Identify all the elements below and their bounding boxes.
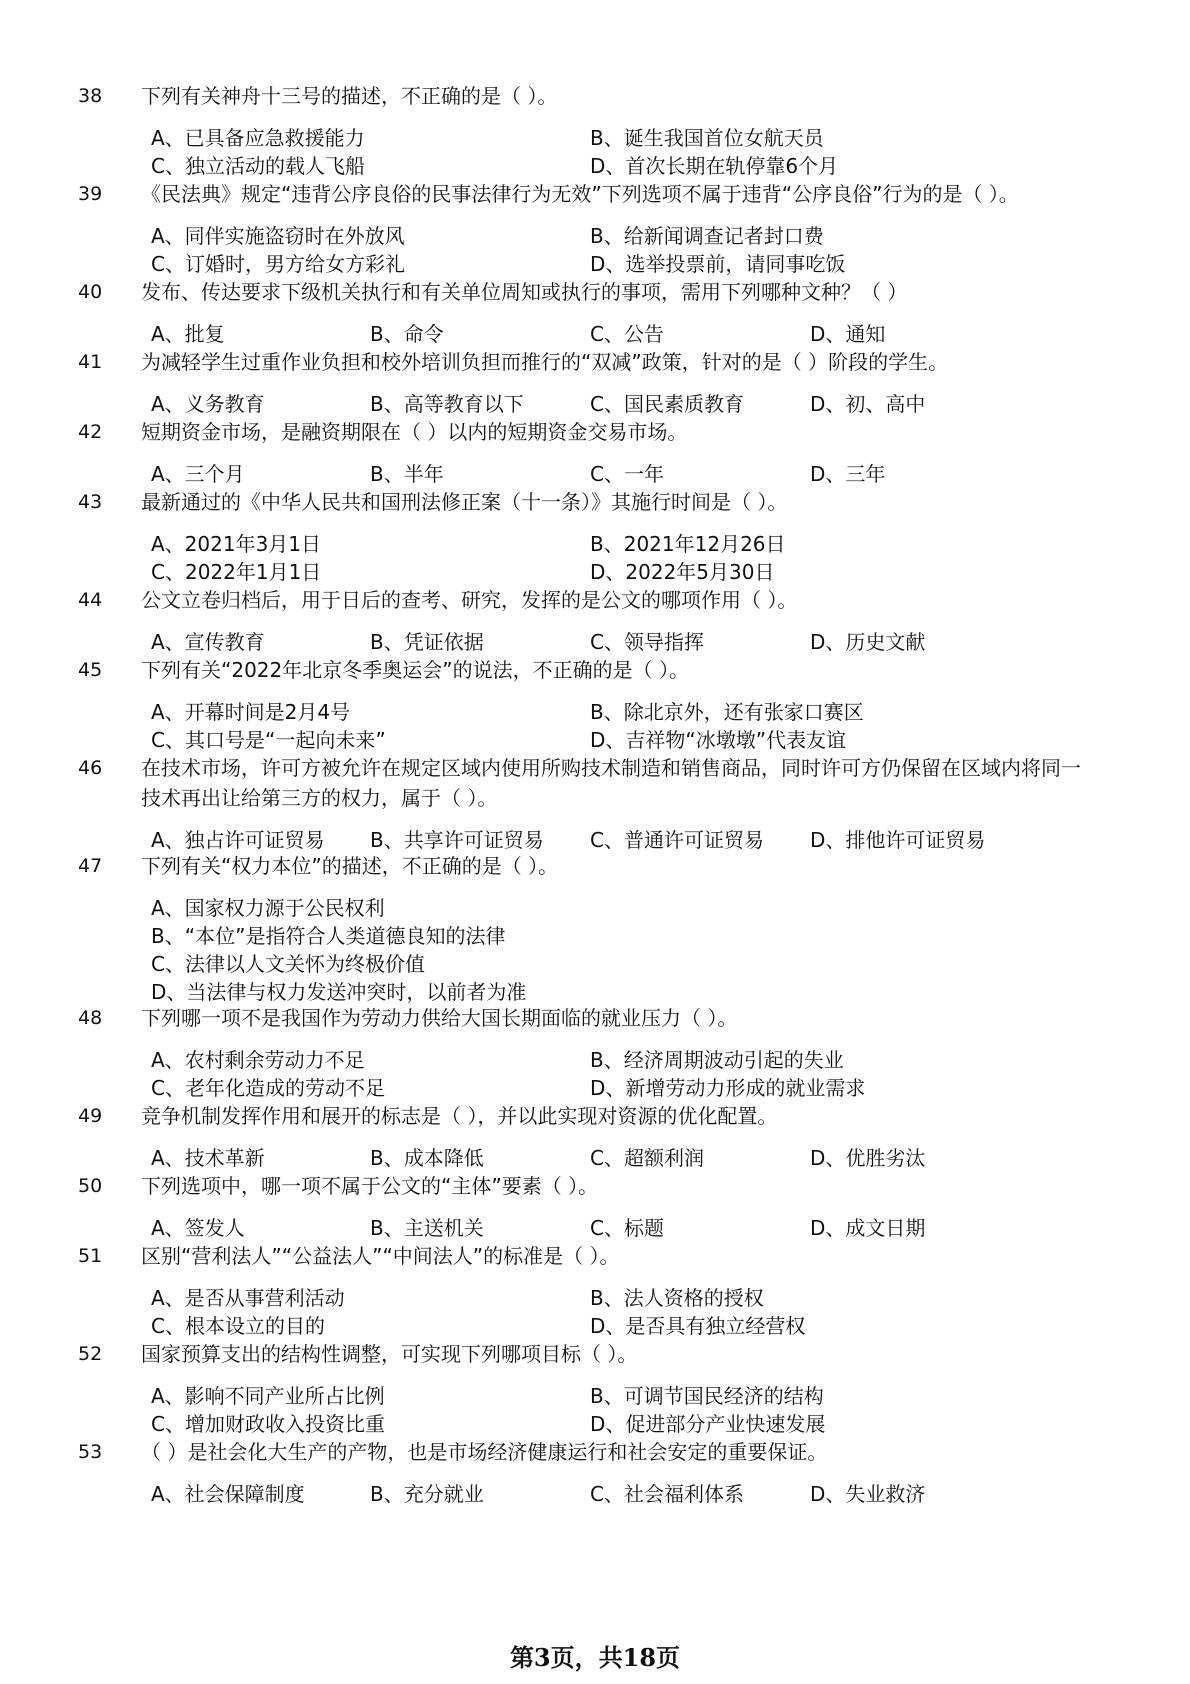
option-c: C、超额利润 <box>590 1146 704 1170</box>
option-b: B、“本位”是指符合人类道德良知的法律 <box>151 924 506 948</box>
option-a: A、宣传教育 <box>151 630 265 654</box>
option-a: A、已具备应急救援能力 <box>151 126 365 150</box>
page-footer <box>0 1638 1190 1673</box>
question-number: 47 <box>78 855 103 877</box>
option-c: C、公告 <box>590 322 664 346</box>
option-c: C、增加财政收入投资比重 <box>151 1412 385 1436</box>
option-d: D、初、高中 <box>810 392 926 416</box>
option-d: D、优胜劣汰 <box>810 1146 926 1170</box>
option-b: B、充分就业 <box>370 1482 484 1506</box>
option-a: A、2021年3月1日 <box>151 532 322 556</box>
option-c: C、老年化造成的劳动不足 <box>151 1076 385 1100</box>
option-a: A、社会保障制度 <box>151 1482 305 1506</box>
option-c: C、独立活动的载人飞船 <box>151 154 365 178</box>
question-stem: 最新通过的《中华人民共和国刑法修正案（十一条）》其施行时间是（ ）。 <box>141 490 788 514</box>
question-stem: 竞争机制发挥作用和展开的标志是（ ），并以此实现对资源的优化配置。 <box>141 1104 778 1128</box>
option-c: C、一年 <box>590 462 664 486</box>
question-number: 50 <box>78 1175 103 1197</box>
option-b: B、半年 <box>370 462 444 486</box>
option-b: B、成本降低 <box>370 1146 484 1170</box>
option-b: B、高等教育以下 <box>370 392 524 416</box>
question-number: 41 <box>78 351 103 373</box>
option-b: B、诞生我国首位女航天员 <box>590 126 824 150</box>
question-stem: 下列选项中，哪一项不属于公文的“主体”要素（ ）。 <box>141 1174 599 1198</box>
option-b: B、凭证依据 <box>370 630 484 654</box>
option-c: C、领导指挥 <box>590 630 704 654</box>
question-number: 45 <box>78 659 103 681</box>
option-b: B、法人资格的授权 <box>590 1286 764 1310</box>
option-b: B、给新闻调查记者封口费 <box>590 224 824 248</box>
question-number: 39 <box>78 183 103 205</box>
option-a: A、批复 <box>151 322 225 346</box>
option-c: C、标题 <box>590 1216 664 1240</box>
question-stem: 下列有关神舟十三号的描述，不正确的是（ ）。 <box>141 84 558 108</box>
option-b: B、可调节国民经济的结构 <box>590 1384 824 1408</box>
question-number: 43 <box>78 491 103 513</box>
option-d: D、通知 <box>810 322 886 346</box>
option-d: D、历史文献 <box>810 630 926 654</box>
question-number: 48 <box>78 1007 103 1029</box>
option-c: C、法律以人文关怀为终极价值 <box>151 952 425 976</box>
option-d: D、是否具有独立经营权 <box>590 1314 806 1338</box>
option-b: B、经济周期波动引起的失业 <box>590 1048 844 1072</box>
question-stem: 在技术市场，许可方被允许在规定区域内使用所购技术制造和销售商品，同时许可方仍保留在区域内将同一技术再出让给第三方的权力，属于（ ）。 <box>141 756 1081 810</box>
option-d: D、当法律与权力发送冲突时，以前者为准 <box>151 980 527 1004</box>
option-c: C、根本设立的目的 <box>151 1314 325 1338</box>
question-stem: 国家预算支出的结构性调整，可实现下列哪项目标（ ）。 <box>141 1342 638 1366</box>
option-a: A、义务教育 <box>151 392 265 416</box>
question-stem: 《民法典》规定“违背公序良俗的民事法律行为无效”下列选项不属于违背“公序良俗”行为的是（ ）。 <box>141 182 1019 206</box>
question-stem: 公文立卷归档后，用于日后的查考、研究，发挥的是公文的哪项作用（ ）。 <box>141 588 798 612</box>
option-a: A、技术革新 <box>151 1146 265 1170</box>
question-number: 42 <box>78 421 103 443</box>
option-a: A、农村剩余劳动力不足 <box>151 1048 365 1072</box>
option-a: A、影响不同产业所占比例 <box>151 1384 385 1408</box>
option-d: D、新增劳动力形成的就业需求 <box>590 1076 866 1100</box>
question-number: 44 <box>78 589 103 611</box>
option-d: D、吉祥物“冰墩墩”代表友谊 <box>590 728 847 752</box>
option-d: D、排他许可证贸易 <box>810 828 986 852</box>
question-number: 51 <box>78 1245 103 1267</box>
question-stem: 为减轻学生过重作业负担和校外培训负担而推行的“双减”政策，针对的是（ ）阶段的学生。 <box>141 350 949 374</box>
question-stem: 短期资金市场，是融资期限在（ ）以内的短期资金交易市场。 <box>141 420 688 444</box>
option-d: D、2022年5月30日 <box>590 560 775 584</box>
question-stem: 发布、传达要求下级机关执行和有关单位周知或执行的事项，需用下列哪种文种？（ ） <box>141 280 908 304</box>
option-a: A、独占许可证贸易 <box>151 828 325 852</box>
question-stem: （ ）是社会化大生产的产物，也是市场经济健康运行和社会安定的重要保证。 <box>141 1440 828 1464</box>
option-a: A、三个月 <box>151 462 245 486</box>
option-d: D、三年 <box>810 462 886 486</box>
option-b: B、除北京外，还有张家口赛区 <box>590 700 864 724</box>
option-c: C、2022年1月1日 <box>151 560 322 584</box>
option-a: A、同伴实施盗窃时在外放风 <box>151 224 405 248</box>
option-d: D、促进部分产业快速发展 <box>590 1412 826 1436</box>
option-c: C、国民素质教育 <box>590 392 744 416</box>
option-c: C、订婚时，男方给女方彩礼 <box>151 252 405 276</box>
option-d: D、失业救济 <box>810 1482 926 1506</box>
option-a: A、签发人 <box>151 1216 245 1240</box>
option-a: A、国家权力源于公民权利 <box>151 896 385 920</box>
question-number: 52 <box>78 1343 103 1365</box>
question-stem: 下列哪一项不是我国作为劳动力供给大国长期面临的就业压力（ ）。 <box>141 1006 738 1030</box>
question-stem: 下列有关“权力本位”的描述，不正确的是（ ）。 <box>141 854 559 878</box>
option-b: B、主送机关 <box>370 1216 484 1240</box>
option-d: D、选举投票前，请同事吃饭 <box>590 252 846 276</box>
option-d: D、成文日期 <box>810 1216 926 1240</box>
option-b: B、共享许可证贸易 <box>370 828 544 852</box>
question-number: 40 <box>78 281 103 303</box>
option-b: B、2021年12月26日 <box>590 532 786 556</box>
option-a: A、是否从事营利活动 <box>151 1286 345 1310</box>
question-number: 46 <box>78 757 103 779</box>
option-a: A、开幕时间是2月4号 <box>151 700 351 724</box>
question-stem: 下列有关“2022年北京冬季奥运会”的说法，不正确的是（ ）。 <box>141 658 689 682</box>
question-number: 49 <box>78 1105 103 1127</box>
option-c: C、普通许可证贸易 <box>590 828 764 852</box>
option-c: C、其口号是“一起向未来” <box>151 728 386 752</box>
question-number: 38 <box>78 85 103 107</box>
page-number-label: 第3页，共18页 <box>509 1643 681 1672</box>
question-stem: 区别“营利法人”“公益法人”“中间法人”的标准是（ ）。 <box>141 1244 620 1268</box>
option-d: D、首次长期在轨停靠6个月 <box>590 154 839 178</box>
option-b: B、命令 <box>370 322 444 346</box>
question-number: 53 <box>78 1441 103 1463</box>
option-c: C、社会福利体系 <box>590 1482 744 1506</box>
